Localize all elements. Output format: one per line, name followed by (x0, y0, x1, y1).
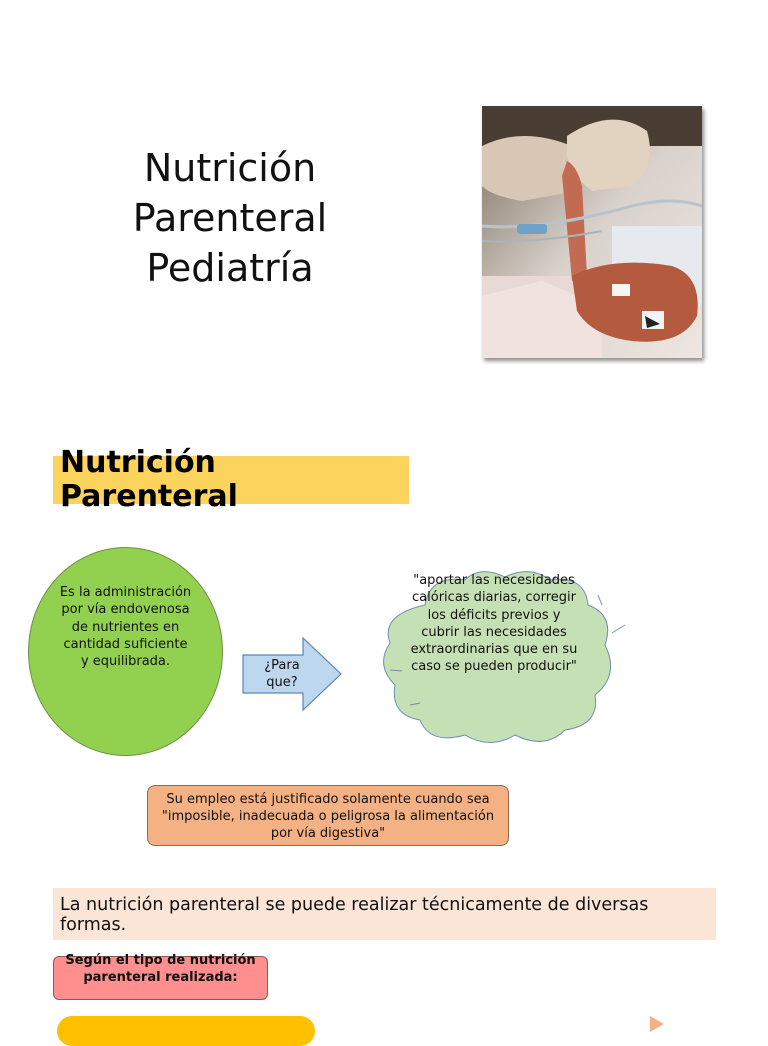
techniques-text: La nutrición parenteral se puede realizar técnicamente de diversas formas. (60, 895, 649, 935)
title-line-3: Pediatría (146, 246, 314, 290)
definition-text: Es la administración por vía endovenosa de nutrientes en cantidad suficiente y equilibrada. (59, 585, 192, 670)
cloud-text: "aportar las necesidades calóricas diarias, corregir los déficits previos y cubrir las necesidades extraordinarias que en su caso se pueden producir" (410, 573, 578, 675)
corner-triangle-shape (650, 1016, 664, 1032)
arrow-label: ¿Para que? (264, 658, 300, 690)
justification-text: Su empleo está justificado solamente cuando sea "imposible, inadecuada o peligrosa la alimentación por vía digestiva" (161, 792, 495, 841)
slide-title (95, 143, 365, 293)
infant-photo-illustration (482, 106, 702, 358)
title-line-2: Parenteral (132, 196, 328, 240)
yellow-pill-shape (57, 1016, 315, 1046)
title-line-1: Nutrición (143, 146, 317, 190)
section-title: Nutrición Parenteral (60, 445, 238, 514)
type-label-text: Según el tipo de nutrición parenteral realizada: (65, 953, 256, 985)
infant-photo (482, 106, 702, 358)
